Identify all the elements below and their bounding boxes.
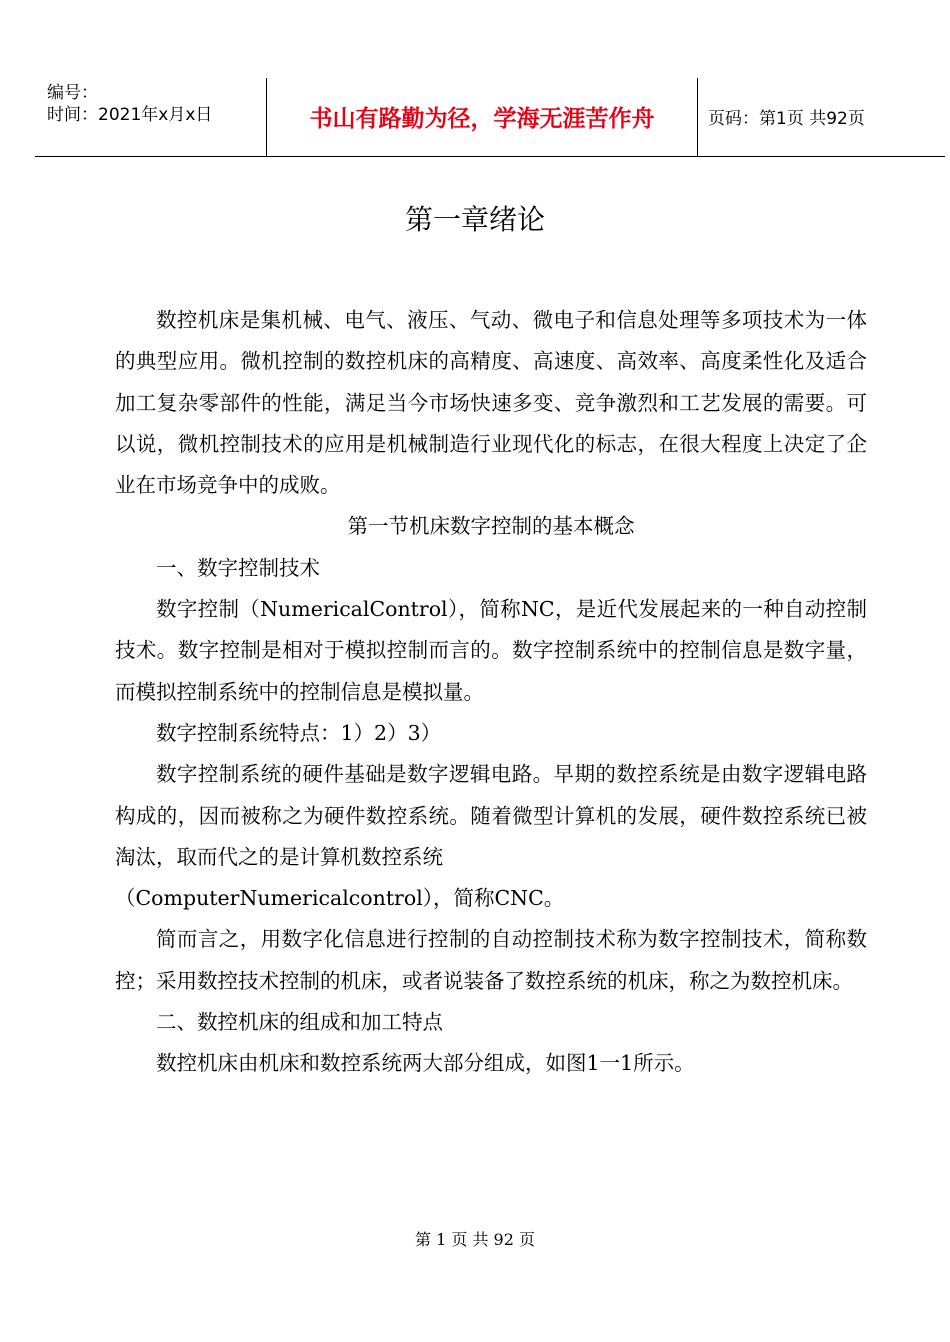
nc-definition-paragraph: 数字控制（NumericalControl），简称NC，是近代发展起来的一种自动控制技术。数字控制是相对于模拟控制而言的。数字控制系统中的控制信息是数字量，而模拟控制系统中的控制信息是模拟量。 bbox=[115, 597, 867, 704]
hardware-paragraph: 数字控制系统的硬件基础是数字逻辑电路。早期的数控系统是由数字逻辑电路构成的，因而被称之为硬件数控系统。随着微型计算机的发展，硬件数控系统已被淘汰，取而代之的是计算机数控系统 bbox=[115, 762, 867, 869]
motto-text: 书山有路勤为径，学海无涯苦作舟 bbox=[309, 106, 655, 132]
header-page-info: 页码：第1页 共92页 bbox=[708, 109, 865, 129]
date-label: 时间：2021年x月x日 bbox=[47, 105, 213, 125]
body-text bbox=[115, 300, 867, 1085]
section-heading: 第一节机床数字控制的基本概念 bbox=[347, 514, 635, 539]
document-header bbox=[35, 78, 945, 157]
subsection-heading-1: 一、数字控制技术 bbox=[156, 555, 320, 580]
header-motto-cell bbox=[267, 78, 698, 156]
composition-paragraph: 数控机床由机床和数控系统两大部分组成，如图1一1所示。 bbox=[156, 1051, 695, 1076]
serial-number-label: 编号： bbox=[47, 83, 98, 103]
features-paragraph: 数字控制系统特点：1）2）3） bbox=[156, 720, 442, 745]
subsection-heading-2: 二、数控机床的组成和加工特点 bbox=[156, 1010, 443, 1035]
header-page-cell bbox=[698, 78, 945, 156]
chapter-title: 第一章绪论 bbox=[404, 203, 545, 236]
cnc-paragraph: （ComputerNumericalcontrol），简称CNC。 bbox=[115, 886, 565, 911]
summary-paragraph: 简而言之，用数字化信息进行控制的自动控制技术称为数字控制技术，简称数控；采用数控技术控制的机床，或者说装备了数控系统的机床，称之为数控机床。 bbox=[115, 927, 867, 993]
page-footer: 第 1 页 共 92 页 bbox=[415, 1230, 535, 1249]
intro-paragraph: 数控机床是集机械、电气、液压、气动、微电子和信息处理等多项技术为一体的典型应用。微机控制的数控机床的高精度、高速度、高效率、高度柔性化及适合加工复杂零部件的性能，满足当今市场快速多变、竞争激烈和工艺发展的需要。可以说，微机控制技术的应用是机械制造行业现代化的标志，在很大程度上决定了企业在市场竞争中的成败。 bbox=[115, 308, 867, 498]
header-meta-cell bbox=[35, 78, 267, 156]
